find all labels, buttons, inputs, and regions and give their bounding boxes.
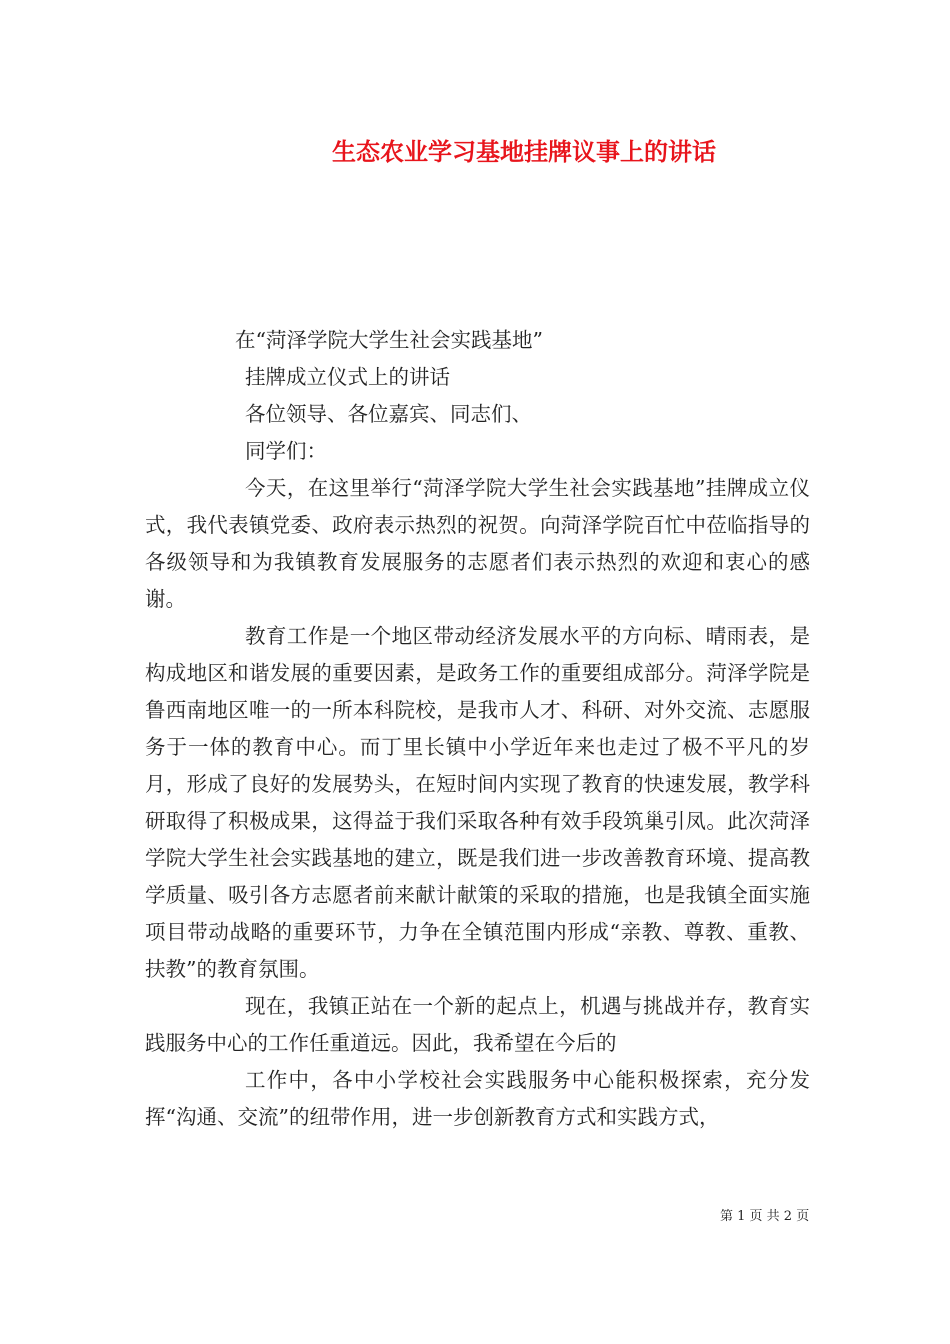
heading-line: 挂牌成立仪式上的讲话 [245,365,450,389]
heading-line: 在“菏泽学院大学生社会实践基地” [235,328,543,352]
page-number-footer: 第 1 页 共 2 页 [720,1209,810,1224]
document-title: 生态农业学习基地挂牌议事上的讲话 [332,137,716,166]
salutation-line: 同学们： [245,439,327,463]
paragraph: 教育工作是一个地区带动经济发展水平的方向标、晴雨表，是构成地区和谐发展的重要因素，是政务工作的重要组成部分。菏泽学院是鲁西南地区唯一的一所本科院校，是我市人才、科研、对外交流、志愿服务于一体的教育中心。而丁里长镇中小学近年来也走过了极不平凡的岁月，形成了良好的发展势头，在短时间内实现了教育的快速发展，教学科研取得了积极成果，这得益于我们采取各种有效手段筑巢引凤。此次菏泽学院大学生社会实践基地的建立，既是我们进一步改善教育环境、提高教学质量、吸引各方志愿者前来献计献策的采取的措施，也是我镇全面实施项目带动战略的重要环节，力争在全镇范围内形成“亲教、尊教、重教、扶教”的教育氛围。 [145,624,810,981]
paragraph: 今天，在这里举行“菏泽学院大学生社会实践基地”挂牌成立仪式，我代表镇党委、政府表示热烈的祝贺。向菏泽学院百忙中莅临指导的各级领导和为我镇教育发展服务的志愿者们表示热烈的欢迎和衷心的感谢。 [145,476,810,611]
document-body [145,322,810,1136]
paragraph: 现在，我镇正站在一个新的起点上，机遇与挑战并存，教育实践服务中心的工作任重道远。因此，我希望在今后的 [145,994,810,1055]
salutation-line: 各位领导、各位嘉宾、同志们、 [245,402,532,426]
paragraph: 工作中，各中小学校社会实践服务中心能积极探索，充分发挥“沟通、交流”的纽带作用，进一步创新教育方式和实践方式， [145,1068,810,1129]
